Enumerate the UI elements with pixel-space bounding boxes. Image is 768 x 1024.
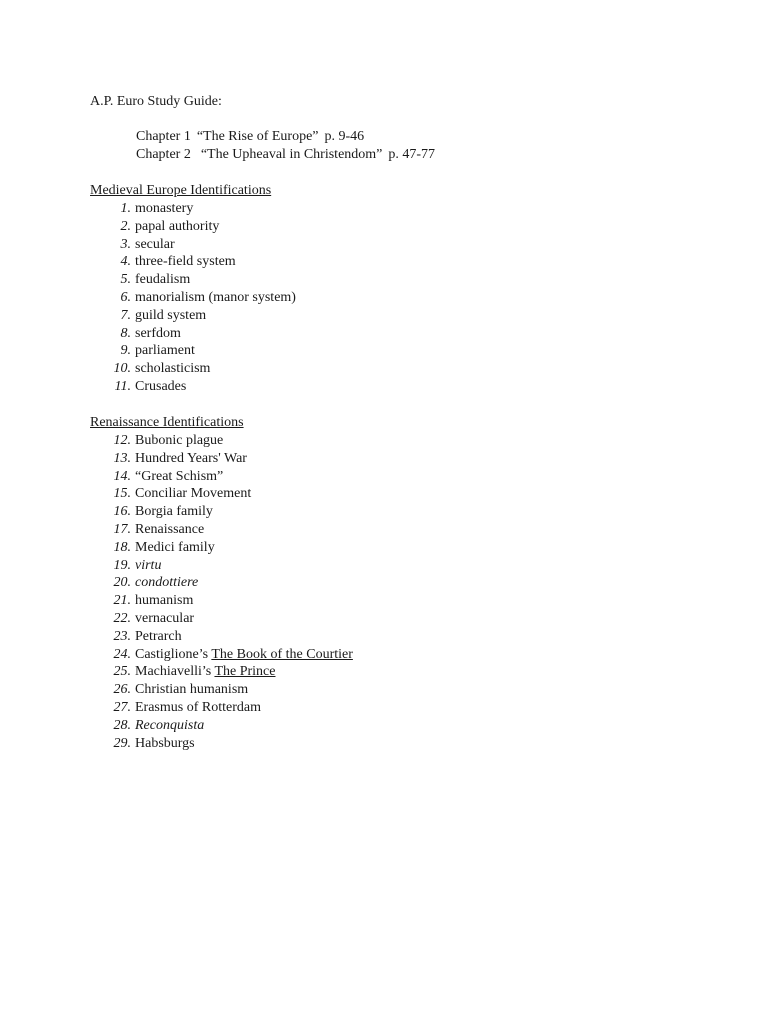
item-text bbox=[135, 646, 353, 664]
list-item bbox=[90, 592, 244, 610]
item-text: Petrarch bbox=[135, 628, 182, 644]
chapter-line bbox=[136, 128, 435, 146]
list-item bbox=[90, 557, 244, 575]
list-item bbox=[90, 717, 244, 735]
list-item bbox=[90, 521, 244, 539]
list-item bbox=[90, 342, 271, 360]
item-number: 13. bbox=[113, 450, 131, 466]
item-number: 26. bbox=[113, 682, 131, 698]
item-number: 11. bbox=[114, 378, 131, 394]
item-number: 21. bbox=[113, 593, 131, 609]
item-number: 4. bbox=[120, 254, 131, 270]
item-text: Bubonic plague bbox=[135, 433, 224, 448]
list-item bbox=[90, 307, 271, 325]
chapter-name: “The Upheaval in Christendom” bbox=[200, 147, 383, 162]
item-number: 17. bbox=[113, 521, 131, 537]
chapter-pages: p. 9-46 bbox=[324, 129, 365, 144]
item-number: 20. bbox=[113, 575, 131, 591]
item-text: serfdom bbox=[135, 325, 181, 341]
item-number: 12. bbox=[113, 433, 131, 448]
item-number: 15. bbox=[113, 486, 131, 502]
item-number: 18. bbox=[113, 539, 131, 555]
item-text: Erasmus of Rotterdam bbox=[135, 699, 261, 715]
item-text: Medici family bbox=[135, 539, 215, 555]
section-heading: Renaissance Identifications bbox=[90, 415, 244, 430]
item-number: 2. bbox=[120, 218, 131, 234]
list-item bbox=[90, 735, 244, 753]
item-text: papal authority bbox=[135, 218, 220, 234]
item-number: 7. bbox=[120, 307, 131, 323]
list-item bbox=[90, 539, 244, 557]
list-item bbox=[90, 271, 271, 289]
chapter-label: Chapter 1 bbox=[136, 129, 191, 144]
list-item bbox=[90, 432, 244, 450]
list-item bbox=[90, 485, 252, 503]
document-title: A.P. Euro Study Guide: bbox=[90, 94, 222, 109]
section-heading: Medieval Europe Identifications bbox=[90, 183, 272, 198]
item-text bbox=[135, 663, 275, 681]
list-item bbox=[90, 450, 247, 468]
item-text: Hundred Years' War bbox=[135, 450, 247, 466]
item-number: 10. bbox=[113, 361, 131, 377]
item-number: 25. bbox=[113, 664, 131, 680]
item-text: Borgia family bbox=[135, 504, 213, 520]
list-item bbox=[90, 360, 271, 378]
item-number: 9. bbox=[120, 343, 131, 359]
book-title: The Prince bbox=[214, 664, 276, 680]
item-number: 3. bbox=[120, 236, 131, 252]
list-item bbox=[90, 468, 244, 486]
list-item bbox=[90, 663, 276, 681]
item-text: three-field system bbox=[135, 254, 236, 270]
item-text: virtu bbox=[135, 557, 162, 573]
item-text: “Great Schism” bbox=[135, 468, 224, 484]
item-number: 24. bbox=[113, 646, 131, 662]
chapter-name: “The Rise of Europe” bbox=[196, 129, 319, 144]
item-number: 1. bbox=[120, 201, 131, 216]
item-text: Conciliar Movement bbox=[135, 486, 252, 502]
item-number: 14. bbox=[113, 468, 131, 484]
book-title: The Book of the Courtier bbox=[211, 646, 353, 662]
list-item bbox=[90, 646, 353, 664]
medieval-section bbox=[90, 182, 296, 396]
list-item bbox=[90, 236, 271, 254]
chapter-line bbox=[136, 146, 435, 164]
list-item bbox=[90, 200, 271, 218]
list-item bbox=[90, 253, 271, 271]
item-text: Habsburgs bbox=[135, 735, 195, 751]
chapter-pages: p. 47-77 bbox=[388, 147, 436, 162]
list-item bbox=[90, 628, 244, 646]
item-number: 27. bbox=[113, 699, 131, 715]
item-text: Renaissance bbox=[135, 521, 205, 537]
item-text: vernacular bbox=[135, 610, 195, 626]
item-number: 8. bbox=[120, 325, 131, 341]
list-item bbox=[90, 681, 249, 699]
item-text: secular bbox=[135, 236, 175, 252]
item-number: 19. bbox=[113, 557, 131, 573]
item-prefix: Machiavelli’s bbox=[135, 664, 215, 680]
item-number: 28. bbox=[113, 717, 131, 733]
renaissance-section bbox=[90, 414, 353, 752]
identification-list bbox=[90, 432, 353, 752]
list-item bbox=[90, 218, 271, 236]
list-item bbox=[90, 699, 261, 717]
list-item bbox=[90, 610, 244, 628]
chapter-label: Chapter 2 bbox=[136, 147, 191, 162]
list-item bbox=[90, 325, 271, 343]
item-prefix: Castiglione’s bbox=[135, 646, 212, 662]
list-item bbox=[90, 378, 271, 396]
item-text: condottiere bbox=[135, 575, 199, 591]
item-number: 29. bbox=[113, 735, 131, 751]
chapter-list bbox=[136, 128, 435, 164]
item-text: Crusades bbox=[135, 378, 187, 394]
item-number: 5. bbox=[120, 272, 131, 288]
item-text: manorialism (manor system) bbox=[135, 289, 296, 305]
item-text: humanism bbox=[135, 593, 194, 609]
item-text: scholasticism bbox=[135, 361, 211, 377]
item-text: Christian humanism bbox=[135, 682, 249, 698]
item-number: 6. bbox=[120, 289, 131, 305]
list-item bbox=[90, 574, 244, 592]
item-text: Reconquista bbox=[135, 717, 205, 733]
item-text: feudalism bbox=[135, 272, 191, 288]
item-text: monastery bbox=[135, 201, 194, 216]
item-text: parliament bbox=[135, 343, 195, 359]
item-number: 22. bbox=[113, 610, 131, 626]
list-item bbox=[90, 503, 244, 521]
item-number: 16. bbox=[113, 504, 131, 520]
item-text: guild system bbox=[135, 307, 207, 323]
list-item bbox=[90, 289, 296, 307]
identification-list bbox=[90, 200, 296, 396]
item-number: 23. bbox=[113, 628, 131, 644]
